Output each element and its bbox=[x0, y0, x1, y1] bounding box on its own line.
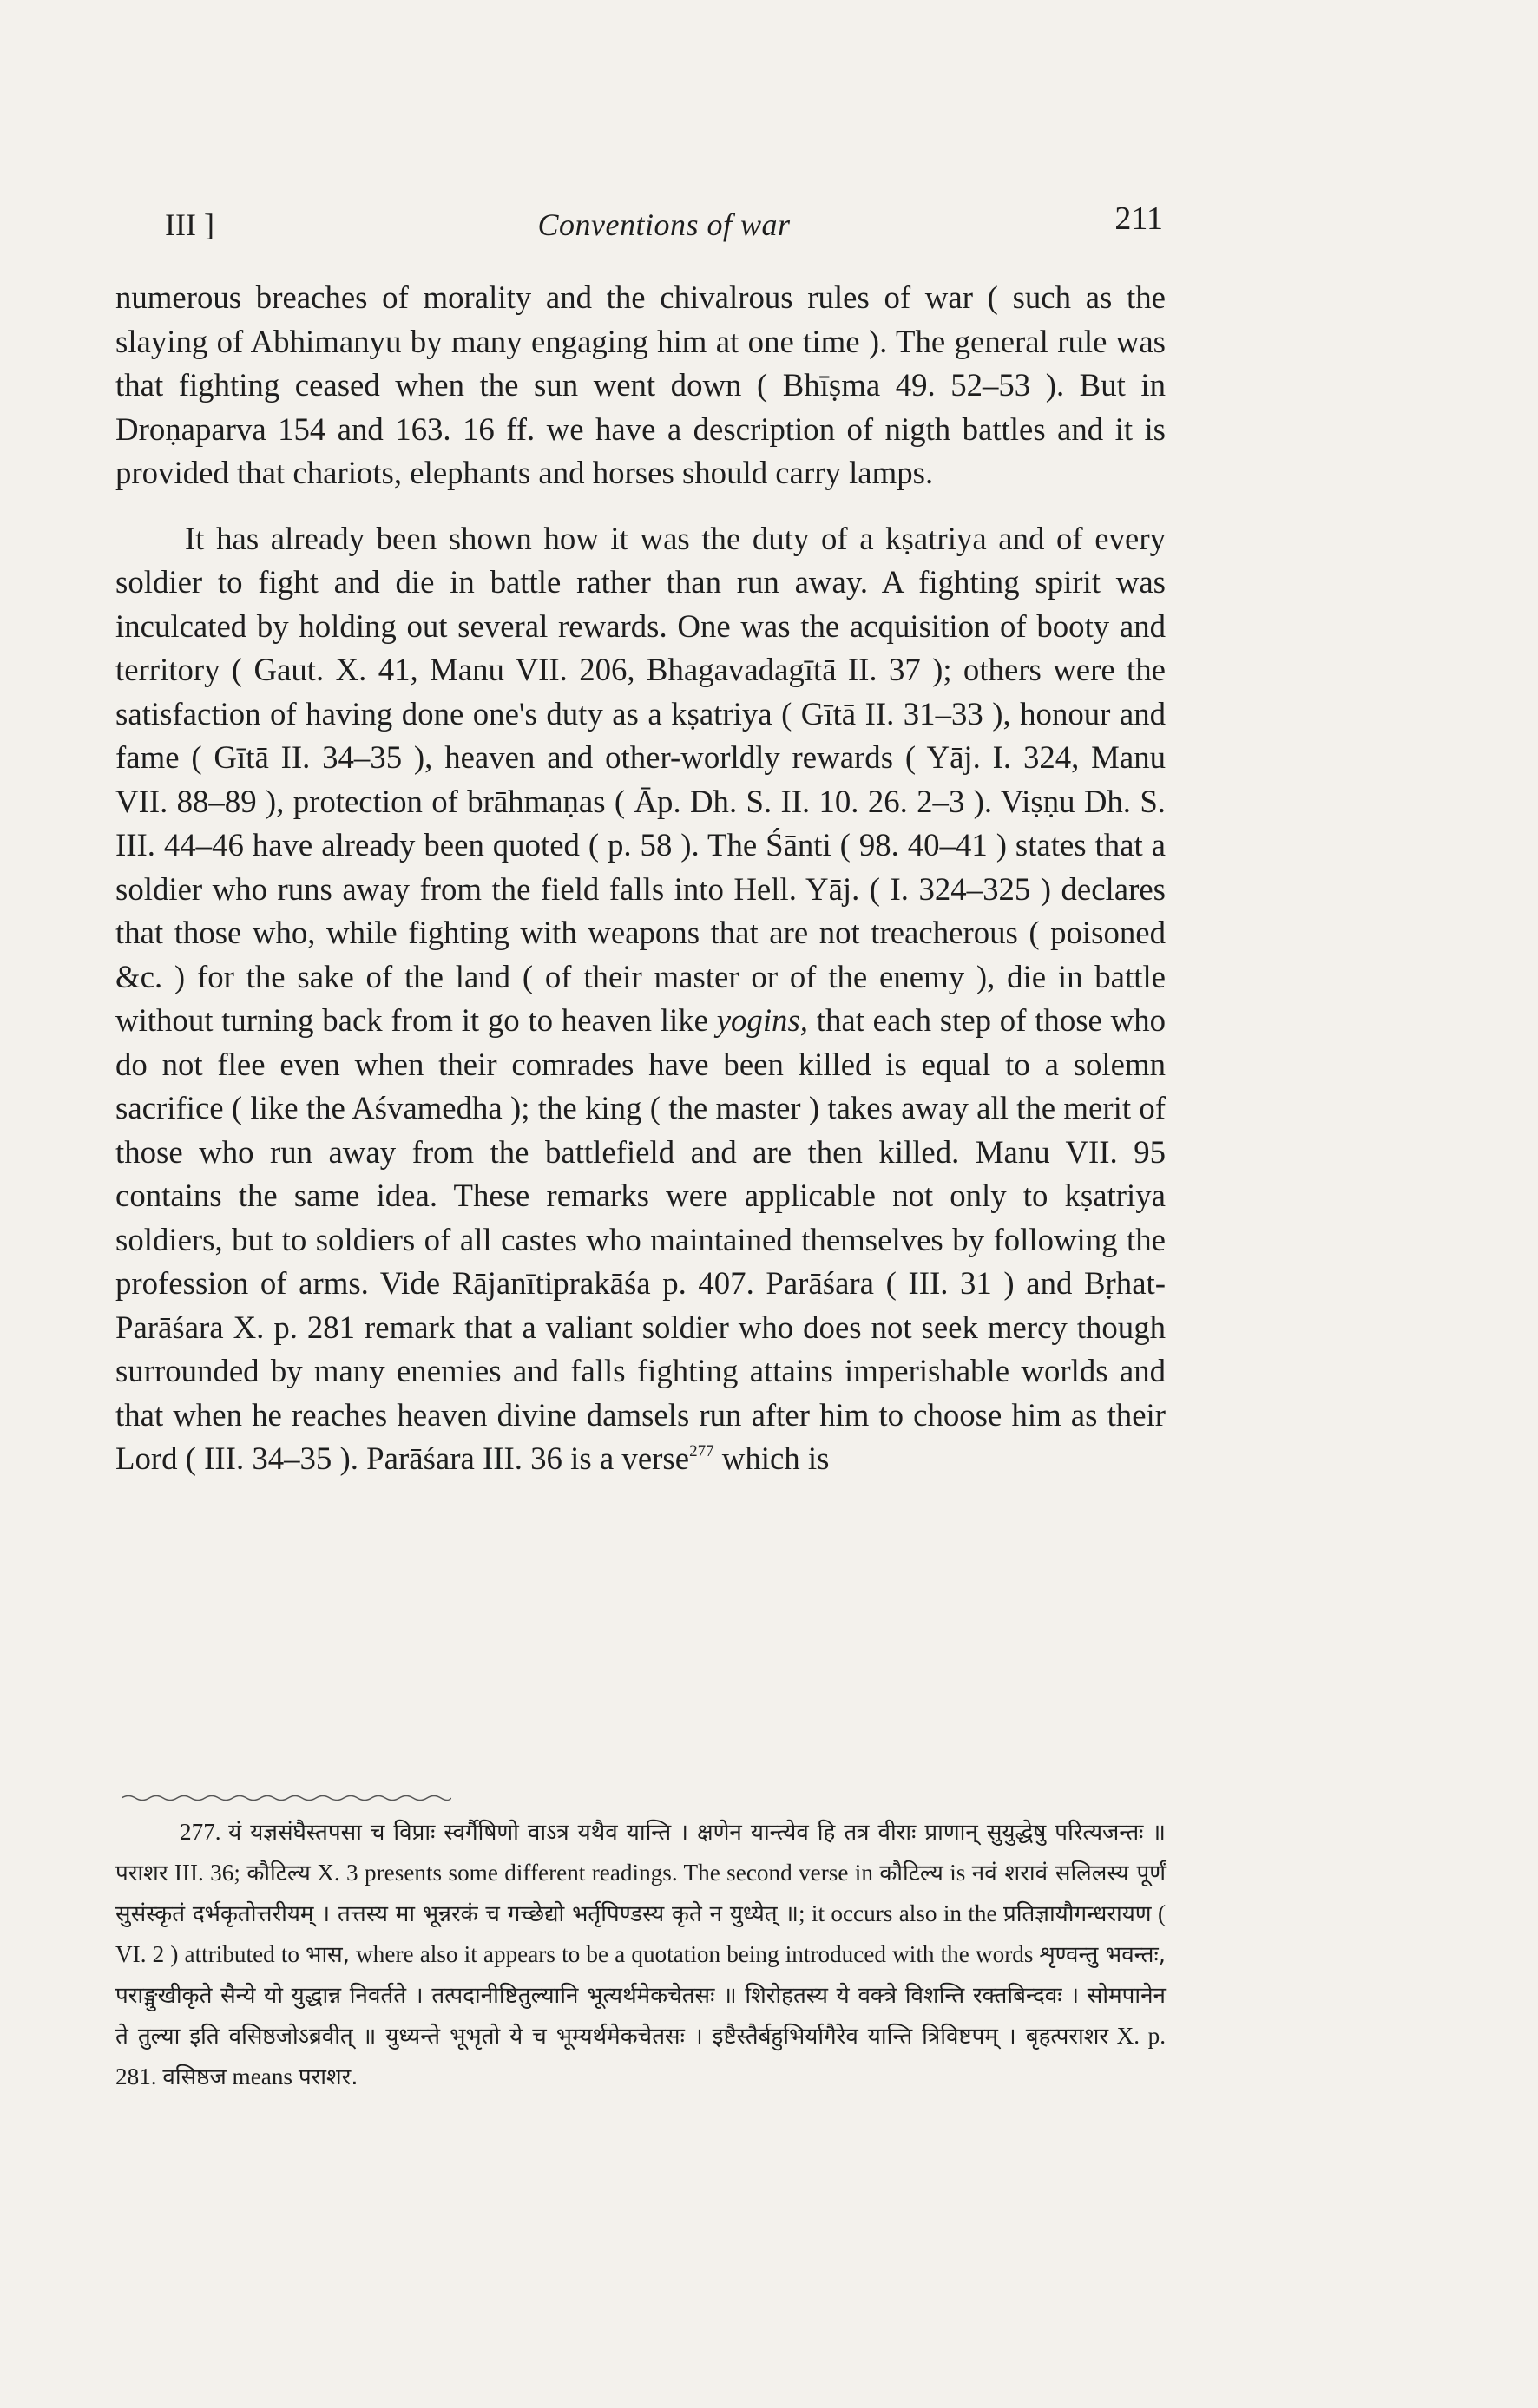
running-title: Conventions of war bbox=[537, 207, 791, 242]
paragraph: numerous breaches of morality and the chivalrous rules of war ( such as the slaying of Abhimanyu by many engaging him at one time ). The general rule was that fighting ceased when the sun went down ( Bhīṣma 49. 52–53 ). But in Droṇaparva 154 and 163. 16 ff. we have a description of nigth battles and it is provided that chariots, elephants and horses should carry lamps. bbox=[115, 279, 1166, 490]
footnote-rule bbox=[122, 1792, 451, 1804]
chapter-number: III ] bbox=[165, 207, 214, 242]
paragraph: It has already been shown how it was the duty of a kṣatriya and of every soldier to fight and die in battle rather than run away. A fighting spirit was inculcated by holding out several rewards. One was the acquisition of booty and territory ( Gaut. X. 41, Manu VII. 206, Bhagavadagītā II. 37 ); others were the satisfaction of having done one's duty as a kṣatriya ( Gītā II. 31–33 ), honour and fame ( Gītā II. 34–35 ), heaven and other-worldly rewards ( Yāj. I. 324, Manu VII. 88–89 ), protection of brāhmaṇas ( Āp. Dh. S. II. 10. 26. 2–3 ). Viṣṇu Dh. S. III. 44–46 have already been quoted ( p. 58 ). The Śānti ( 98. 40–41 ) states that a soldier who runs away from the field falls into Hell. Yāj. ( I. 324–325 ) declares that those who, while fighting with weapons that are not treacherous ( poisoned &c. ) for the sake of the land ( of their master or of the enemy ), die in battle without turning back from it go to heaven like yogins, that each step of those who do not flee even when their comrades have been killed is equal to a solemn sacrifice ( like the Aśvamedha ); the king ( the master ) takes away all the merit of those who run away from the battlefield and are then killed. Manu VII. 95 contains the same idea. These remarks were applicable not only to kṣatriya soldiers, but to soldiers of all castes who maintained themselves by following the profession of arms. Vide Rājanītiprakāśa p. 407. Parāśara ( III. 31 ) and Bṛhat-Parāśara X. p. 281 remark that a valiant soldier who does not seek mercy though surrounded by many enemies and falls fighting attains imperishable worlds and that when he reaches heaven divine damsels run after him to choose him as their Lord ( III. 34–35 ). Parāśara III. 36 is a verse$^{277}$ which is bbox=[115, 520, 1166, 1476]
footnote: 277. यं यज्ञसंघैस्तपसा च विप्राः स्वर्गैषिणो वाऽत्र यथैव यान्ति । क्षणेन यान्त्येव हि तत्र वीराः प्राणान् सुयुद्धेषु परित्यजन्तः ॥ पराशर III. 36; कौटिल्य X. 3 presents some different readings. The second verse in कौटिल्य is नवं शरावं सलिलस्य पूर्णं सुसंस्कृतं दर्भकृतोत्तरीयम् । तत्तस्य मा भून्नरकं च गच्छेद्यो भर्तृपिण्डस्य कृते न युध्येत् ॥; it occurs also in the प्रतिज्ञायौगन्धरायण ( VI. 2 ) attributed to भास, where also it appears to be a quotation being introduced with the words शृण्वन्तु भवन्तः, पराङ्मुखीकृते सैन्ये यो युद्धान्न निवर्तते । तत्पदानीष्टितुल्यानि भूत्यर्थमेकचेतसः ॥ शिरोहतस्य ये वक्त्रे विशन्ति रक्तबिन्दवः । सोमपानेन ते तुल्या इति वसिष्ठजोऽब्रवीत् ॥ युध्यन्ते भूभृतो ये च भूम्यर्थमेकचेतसः । इष्टैस्तैर्बहुभिर्यागैरेव यान्ति त्रिविष्टपम् । बृहत्पराशर X. p. 281. वसिष्ठज means पराशर. bbox=[115, 1819, 1167, 2090]
page-number: 211 bbox=[1114, 200, 1163, 237]
footnote-number: 277. bbox=[180, 1819, 221, 1845]
main-text bbox=[115, 276, 1166, 1481]
footnote-reference[interactable]: 277 bbox=[689, 1442, 714, 1460]
page-header bbox=[165, 200, 1163, 252]
italic-term: yogins, bbox=[716, 1002, 808, 1038]
